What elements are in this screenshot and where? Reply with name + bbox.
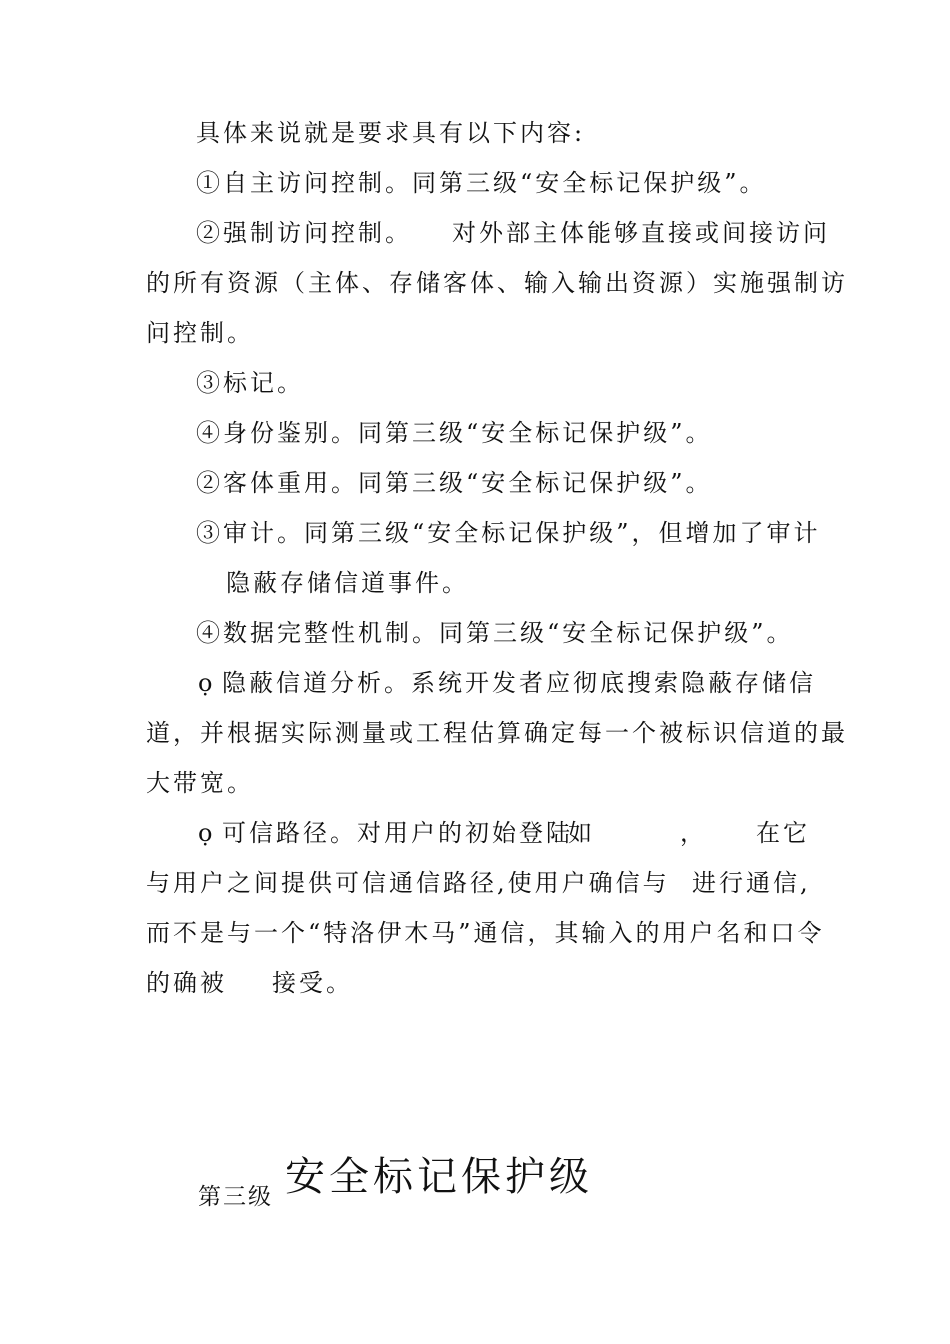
item-4: ④身份鉴别。同第三级“安全标记保护级”。 <box>196 419 713 447</box>
item-8-line-3: 大带宽。 <box>146 769 254 797</box>
item-9-line-4 <box>146 968 546 998</box>
item-8-marker: ọ <box>198 669 216 697</box>
item-8-line-1 <box>196 668 816 698</box>
intro-line: 具体来说就是要求具有以下内容: <box>196 119 586 147</box>
item-6-line-1: ③审计。同第三级“安全标记保护级”，但增加了审计 <box>196 519 821 547</box>
footer-heading-large: 安全标记保护级 <box>285 1154 593 1200</box>
item-9-marker: ọ <box>198 819 216 847</box>
item-9-text-a: 可信路径。对用户的初始登陆 <box>222 819 573 847</box>
footer-heading-small: 第三级 <box>198 1184 273 1210</box>
item-9-text-f: 进行通信, <box>692 869 811 897</box>
item-2-text: 对外部主体能够直接或间接访问 <box>452 219 830 247</box>
item-9-text-h: 接受。 <box>272 969 353 997</box>
item-9-line-1 <box>196 818 816 848</box>
item-1: ①自主访问控制。同第三级“安全标记保护级”。 <box>196 169 767 197</box>
item-9-line-2 <box>146 868 816 898</box>
item-2-title: ②强制访问控制。 <box>196 219 412 247</box>
item-2-line-3: 问控制。 <box>146 319 254 347</box>
item-9-text-b: 如 <box>568 819 595 847</box>
item-8-text: 隐蔽信道分析。系统开发者应彻底搜索隐蔽存储信 <box>222 669 816 697</box>
item-7: ④数据完整性机制。同第三级“安全标记保护级”。 <box>196 619 794 647</box>
item-3: ③标记。 <box>196 369 304 397</box>
item-5: ②客体重用。同第三级“安全标记保护级”。 <box>196 469 713 497</box>
item-2-line-1 <box>196 218 830 248</box>
item-9-line-3: 而不是与一个“特洛伊木马”通信，其输入的用户名和口令 <box>146 919 825 947</box>
item-9-text-d: 在它 <box>756 819 810 847</box>
item-8-line-2: 道，并根据实际测量或工程估算确定每一个被标识信道的最 <box>146 719 848 747</box>
item-9-text-g: 的确被 <box>146 969 227 997</box>
item-6-line-2: 隐蔽存储信道事件。 <box>226 569 469 597</box>
item-9-text-e: 与用户之间提供可信通信路径,使用户确信与 <box>146 869 670 897</box>
item-2-line-2: 的所有资源（主体、存储客体、输入输出资源）实施强制访 <box>146 269 848 297</box>
item-9-text-c: ， <box>680 819 707 847</box>
